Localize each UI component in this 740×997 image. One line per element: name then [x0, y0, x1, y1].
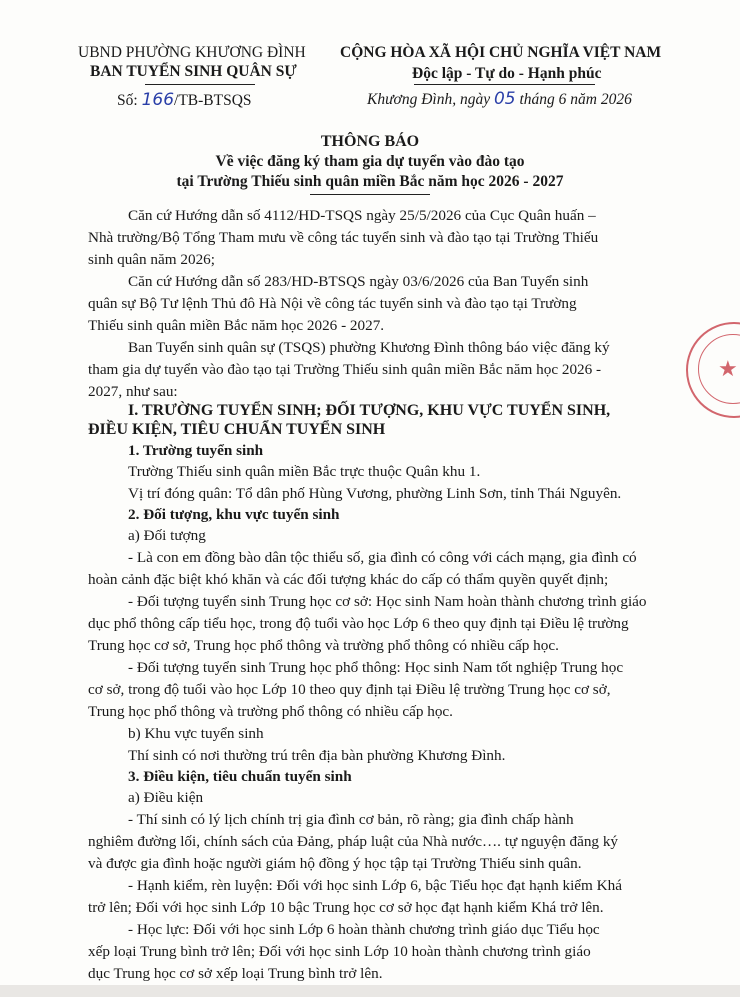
handwritten-day: 05 — [493, 89, 516, 109]
heading-3a-line6: - Học lực: Đối với học sinh Lớp 6 hoàn thành chương trình giáo dục Tiểu học — [128, 921, 600, 938]
document-title: THÔNG BÁO — [320, 133, 420, 150]
heading-2a-line6: - Đối tượng tuyển sinh Trung học phổ thông: Học sinh Nam tốt nghiệp Trung học — [128, 659, 624, 676]
para3-line3: 2027, như sau: — [88, 383, 178, 400]
document-number: Số: 166/TB-BTSQS — [117, 90, 252, 110]
heading-3a-line7: xếp loại Trung bình trở lên; Đối với học sinh Lớp 10 hoàn thành chương trình giáo — [88, 943, 591, 960]
heading-3a: a) Điều kiện — [128, 789, 204, 806]
issuer-line-1: UBND PHƯỜNG KHƯƠNG ĐÌNH — [78, 44, 306, 61]
motto-underline — [414, 84, 595, 85]
heading-2a-line8: Trung học phổ thông và trường phổ thông có nhiều cấp học. — [88, 703, 453, 720]
heading-2a-line3: - Đối tượng tuyển sinh Trung học cơ sở: Học sinh Nam hoàn thành chương trình giáo — [128, 593, 647, 610]
heading-3a-line4: - Hạnh kiểm, rèn luyện: Đối với học sinh Lớp 6, bậc Tiểu học đạt hạnh kiểm Khá — [128, 877, 622, 894]
heading-3a-line8: dục Trung học cơ sở xếp loại Trung bình trở lên. — [88, 965, 383, 982]
official-seal — [686, 322, 740, 418]
heading-2a: a) Đối tượng — [128, 527, 206, 544]
issue-date: Khương Đình, ngày 05 tháng 6 năm 2026 — [367, 89, 632, 109]
heading-2a-line1: - Là con em đồng bào dân tộc thiểu số, gia đình có công với cách mạng, gia đình có — [128, 549, 637, 566]
heading-3a-line5: trở lên; Đối với học sinh Lớp 10 bậc Trung học cơ sở học đạt hạnh kiểm Khá trở lên. — [88, 899, 604, 916]
page-bottom-shadow — [0, 985, 740, 997]
section-1-heading-line1: I. TRƯỜNG TUYỂN SINH; ĐỐI TƯỢNG, KHU VỰC TUYỂN SINH, — [128, 402, 611, 419]
heading-3: 3. Điều kiện, tiêu chuẩn tuyển sinh — [128, 768, 352, 785]
heading-3a-line3: và được gia đình hoặc người giám hộ đồng ý học tập tại Trường Thiếu sinh quân. — [88, 855, 582, 872]
para2-line2: quân sự Bộ Tư lệnh Thủ đô Hà Nội về công tác tuyển sinh và đào tạo tại Trường — [88, 295, 577, 312]
para3-line1: Ban Tuyển sinh quân sự (TSQS) phường Khương Đình thông báo việc đăng ký — [128, 339, 610, 356]
heading-2b: b) Khu vực tuyển sinh — [128, 725, 264, 742]
para2-line3: Thiếu sinh quân miền Bắc năm học 2026 - 2027. — [88, 317, 385, 334]
heading-1: 1. Trường tuyển sinh — [128, 442, 264, 459]
seal-star-icon: ★ — [718, 356, 738, 381]
heading-3a-line1: - Thí sinh có lý lịch chính trị gia đình cơ bản, rõ ràng; gia đình chấp hành — [128, 811, 574, 828]
heading-2b-text: Thí sinh có nơi thường trú trên địa bàn phường Khương Đình. — [128, 747, 506, 764]
issuer-line-2: BAN TUYỂN SINH QUÂN SỰ — [90, 63, 297, 80]
para1-line3: sinh quân năm 2026; — [88, 251, 215, 268]
heading-1-text-1: Trường Thiếu sinh quân miền Bắc trực thuộc Quân khu 1. — [128, 463, 481, 480]
heading-2a-line7: cơ sở, trong độ tuổi vào học Lớp 10 theo quy định tại Điều lệ trường Trung học cơ sở, — [88, 681, 611, 698]
document-subtitle-2: tại Trường Thiếu sinh quân miền Bắc năm học 2026 - 2027 — [176, 173, 564, 190]
section-1-heading-line2: ĐIỀU KIỆN, TIÊU CHUẨN TUYỂN SINH — [88, 421, 386, 438]
para1-line1: Căn cứ Hướng dẫn số 4112/HD-TSQS ngày 25/5/2026 của Cục Quân huấn – — [128, 207, 596, 224]
national-motto: Độc lập - Tự do - Hạnh phúc — [412, 65, 602, 82]
para2-line1: Căn cứ Hướng dẫn số 283/HD-BTSQS ngày 03/6/2026 của Ban Tuyển sinh — [128, 273, 589, 290]
handwritten-number: 166 — [141, 90, 175, 110]
national-title: CỘNG HÒA XÃ HỘI CHỦ NGHĨA VIỆT NAM — [340, 44, 662, 61]
document-subtitle-1: Về việc đăng ký tham gia dự tuyển vào đào tạo — [215, 153, 525, 170]
para3-line2: tham gia dự tuyển vào đào tạo tại Trường Thiếu sinh quân miền Bắc năm học 2026 - — [88, 361, 602, 378]
title-underline — [310, 194, 430, 195]
heading-2a-line2: hoàn cảnh đặc biệt khó khăn và các đối tượng khác do cấp có thẩm quyền quyết định; — [88, 571, 609, 588]
issuer-underline — [145, 84, 255, 85]
heading-1-text-2: Vị trí đóng quân: Tổ dân phố Hùng Vương, phường Linh Sơn, tỉnh Thái Nguyên. — [128, 485, 622, 502]
para1-line2: Nhà trường/Bộ Tổng Tham mưu về công tác tuyển sinh và đào tạo tại Trường Thiếu — [88, 229, 599, 246]
heading-3a-line2: nghiêm đường lối, chính sách của Đảng, pháp luật của Nhà nước…. tự nguyện đăng ký — [88, 833, 619, 850]
heading-2: 2. Đối tượng, khu vực tuyển sinh — [128, 506, 340, 523]
heading-2a-line4: dục phổ thông cấp tiểu học, trong độ tuổi vào học Lớp 6 theo quy định tại Điều lệ trường — [88, 615, 629, 632]
heading-2a-line5: Trung học cơ sở, Trung học phổ thông và trường phổ thông có nhiều cấp học. — [88, 637, 559, 654]
